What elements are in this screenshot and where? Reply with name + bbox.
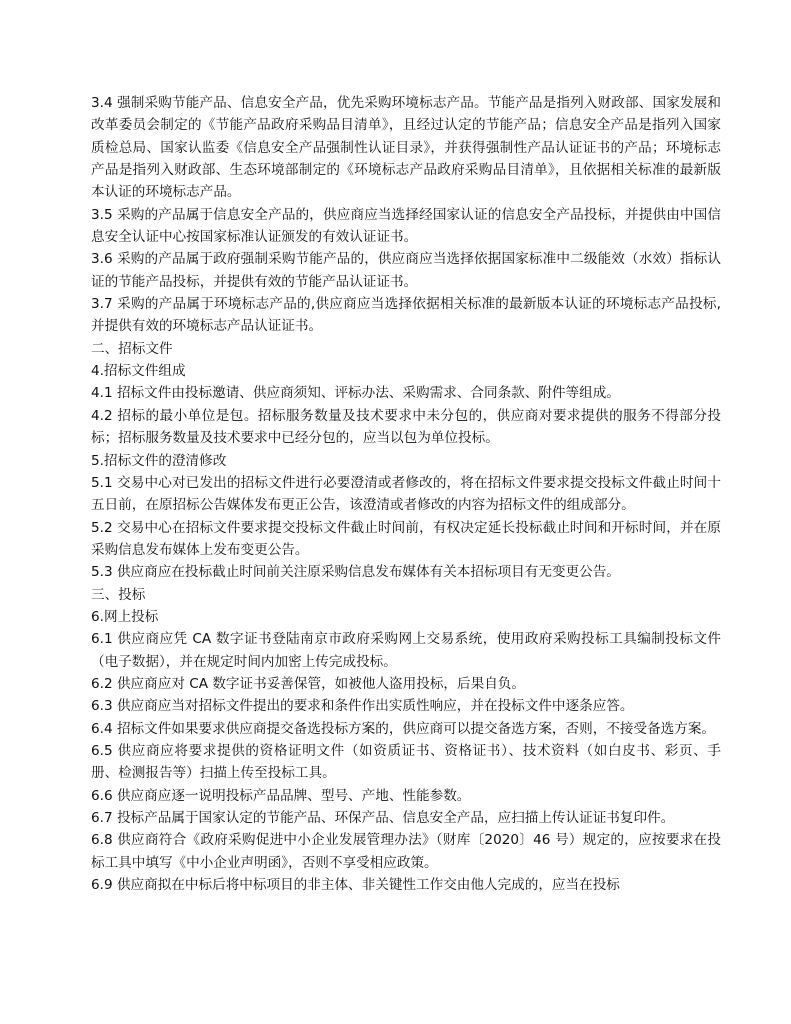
paragraph-5-1: 5.1 交易中心对已发出的招标文件进行必要澄清或者修改的，将在招标文件要求提交投标文件截止时间十五日前，在原招标公告媒体发布更正公告，该澄清或者修改的内容为招标文件的组成部分。 — [91, 474, 721, 514]
section-heading-bidding: 三、投标 — [91, 586, 146, 603]
document-body — [91, 92, 721, 896]
subheading-6: 6.网上投标 — [91, 608, 159, 625]
paragraph-6-7: 6.7 投标产品属于国家认定的节能产品、环保产品、信息安全产品，应扫描上传认证证书复印件。 — [91, 810, 675, 826]
paragraph-6-9: 6.9 供应商拟在中标后将中标项目的非主体、非关键性工作交由他人完成的，应当在投标 — [91, 877, 620, 894]
subheading-5: 5.招标文件的澄清修改 — [91, 452, 227, 469]
paragraph-4-1: 4.1 招标文件由投标邀请、供应商须知、评标办法、采购需求、合同条款、附件等组成。 — [91, 385, 620, 402]
paragraph-3-5: 3.5 采购的产品属于信息安全产品的，供应商应当选择经国家认证的信息安全产品投标，并提供由中国信息安全认证中心按国家标准认证颁发的有效认证证书。 — [91, 206, 721, 246]
paragraph-3-6: 3.6 采购的产品属于政府强制采购节能产品的，供应商应当选择依据国家标准中二级能效（水效）指标认证的节能产品投标，并提供有效的节能产品认证证书。 — [91, 251, 721, 290]
subheading-4: 4.招标文件组成 — [91, 363, 186, 380]
paragraph-6-5: 6.5 供应商应将要求提供的资格证明文件（如资质证书、资格证书）、技术资料（如白皮书、彩页、手册、检测报告等）扫描上传至投标工具。 — [91, 742, 721, 782]
paragraph-6-1: 6.1 供应商应凭 CA 数字证书登陆南京市政府采购网上交易系统，使用政府采购投标工具编制投标文件（电子数据），并在规定时间内加密上传完成投标。 — [91, 631, 721, 670]
paragraph-4-2: 4.2 招标的最小单位是包。招标服务数量及技术要求中未分包的，供应商对要求提供的服务不得部分投标；招标服务数量及技术要求中已经分包的，应当以包为单位投标。 — [91, 407, 721, 447]
section-heading-bidding-documents: 二、招标文件 — [91, 340, 173, 357]
paragraph-6-8: 6.8 供应商符合《政府采购促进中小企业发展管理办法》（财库〔2020〕46 号）规定的，应按要求在投标工具中填写《中小企业声明函》，否则不享受相应政策。 — [91, 832, 721, 871]
paragraph-6-6: 6.6 供应商应逐一说明投标产品品牌、型号、产地、性能参数。 — [91, 787, 471, 804]
paragraph-6-3: 6.3 供应商应当对招标文件提出的要求和条件作出实质性响应，并在投标文件中逐条应答。 — [91, 698, 634, 715]
paragraph-5-3: 5.3 供应商应在投标截止时间前关注原采购信息发布媒体有关本招标项目有无变更公告。 — [91, 564, 620, 581]
paragraph-6-4: 6.4 招标文件如果要求供应商提交备选投标方案的，供应商可以提交备选方案，否则，不接受备选方案。 — [91, 720, 716, 737]
paragraph-3-4: 3.4 强制采购节能产品、信息安全产品，优先采购环境标志产品。节能产品是指列入财政部、国家发展和改革委员会制定的《节能产品政府采购品目清单》，且经过认定的节能产品；信息安全产品是指列入国家质检总局、国家认监委《信息安全产品强制性认证目录》，并获得强制性产品认证证书的产品；环境标志产品是指列入财政部、生态环境部制定的《环境标志产品政府采购品目清单》，且依据相关标准的最新版本认证的环境标志产品。 — [91, 95, 721, 201]
paragraph-5-2: 5.2 交易中心在招标文件要求提交投标文件截止时间前，有权决定延长投标截止时间和开标时间，并在原采购信息发布媒体上发布变更公告。 — [91, 519, 721, 558]
paragraph-6-2: 6.2 供应商应对 CA 数字证书妥善保管，如被他人盗用投标，后果自负。 — [91, 675, 525, 692]
paragraph-3-7: 3.7 采购的产品属于环境标志产品的,供应商应当选择依据相关标准的最新版本认证的环境标志产品投标,并提供有效的环境标志产品认证证书。 — [91, 296, 721, 335]
